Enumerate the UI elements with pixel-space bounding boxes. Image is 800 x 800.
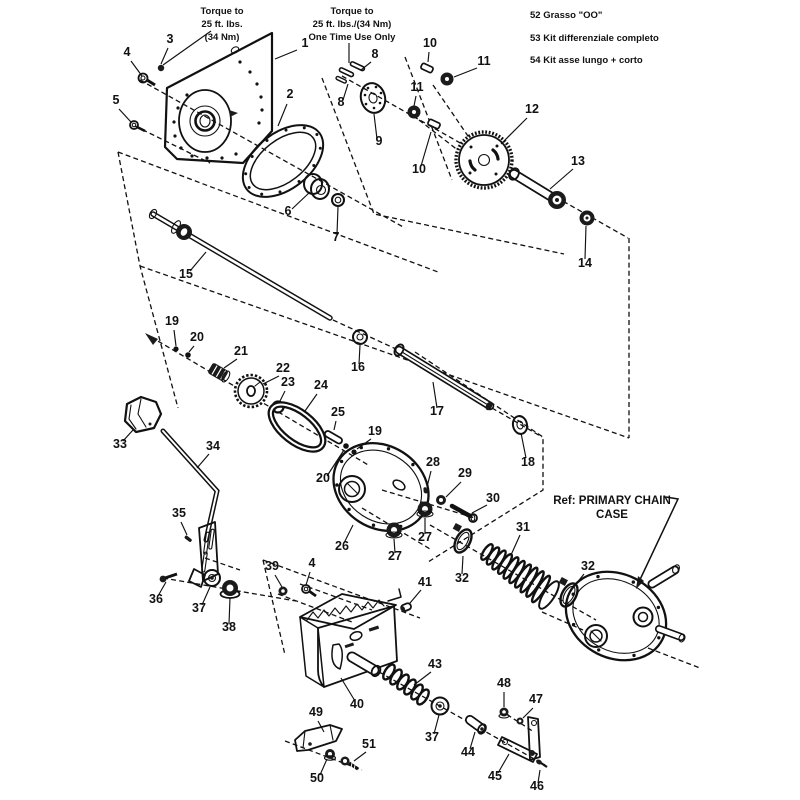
part-10-bushings bbox=[420, 63, 440, 130]
part-24-chain bbox=[263, 396, 330, 458]
callout-12: 12 bbox=[525, 102, 539, 116]
callout-8: 8 bbox=[337, 95, 345, 109]
leader-line-39 bbox=[275, 575, 282, 587]
leader-line-24 bbox=[305, 394, 317, 411]
callout-4: 4 bbox=[308, 556, 316, 570]
leader-line-30 bbox=[472, 505, 487, 513]
callout-30: 30 bbox=[486, 491, 500, 505]
torque-note-right-line2: 25 ft. lbs./(34 Nm) bbox=[312, 19, 392, 30]
leader-line-19 bbox=[174, 330, 176, 346]
callout-50: 50 bbox=[310, 771, 324, 785]
callout-16: 16 bbox=[351, 360, 365, 374]
leader-line-11 bbox=[414, 96, 416, 106]
callout-11: 11 bbox=[477, 54, 491, 68]
part-17-axle-shaft bbox=[393, 343, 494, 412]
callout-5: 5 bbox=[112, 93, 120, 107]
leader-line-14 bbox=[585, 226, 586, 259]
leader-line-25 bbox=[334, 421, 336, 430]
part-39-nut bbox=[279, 587, 288, 596]
part-50-nut bbox=[325, 749, 336, 760]
leader-line-4 bbox=[306, 572, 310, 585]
callout-39: 39 bbox=[265, 559, 279, 573]
part-9-flange bbox=[358, 80, 389, 115]
leader-line-4 bbox=[131, 61, 142, 76]
part-31-bellows-boot bbox=[479, 543, 562, 612]
callout-21: 21 bbox=[234, 344, 248, 358]
leader-line-20 bbox=[189, 346, 194, 352]
part-22-sprocket bbox=[235, 375, 267, 407]
part-4-screw-lower bbox=[302, 585, 316, 596]
leader-line-2 bbox=[278, 104, 287, 126]
part-44-bushing bbox=[470, 720, 488, 735]
part-18-washer bbox=[511, 415, 528, 436]
callout-48: 48 bbox=[497, 676, 511, 690]
leader-line-6 bbox=[292, 192, 310, 209]
callout-27: 27 bbox=[388, 549, 402, 563]
torque-point-arrow bbox=[229, 110, 238, 117]
leader-line-12 bbox=[501, 118, 527, 144]
leader-line-5 bbox=[119, 109, 131, 122]
callout-2: 2 bbox=[286, 87, 294, 101]
torque-note-left-line1: Torque to bbox=[200, 6, 244, 17]
callout-34: 34 bbox=[206, 439, 220, 453]
part-33-shift-knob bbox=[125, 397, 161, 432]
callout-9: 9 bbox=[375, 134, 383, 148]
callout-17: 17 bbox=[430, 404, 444, 418]
callout-1: 1 bbox=[301, 36, 309, 50]
part-51-screw bbox=[341, 757, 359, 771]
callout-33: 33 bbox=[113, 437, 127, 451]
part-30-bolt bbox=[452, 506, 477, 522]
leader-line-35 bbox=[181, 522, 187, 535]
callout-38: 38 bbox=[222, 620, 236, 634]
torque-note-left-line2: 25 ft. lbs. bbox=[201, 19, 243, 30]
callout-23: 23 bbox=[281, 375, 295, 389]
callout-15: 15 bbox=[179, 267, 193, 281]
axis-arrowhead bbox=[145, 333, 158, 345]
callout-13: 13 bbox=[571, 154, 585, 168]
leader-line-21 bbox=[224, 359, 237, 368]
callout-4: 4 bbox=[123, 45, 131, 59]
leader-line-10 bbox=[421, 132, 431, 166]
callout-25: 25 bbox=[331, 405, 345, 419]
part-35-pin bbox=[184, 535, 192, 543]
part-14-washer bbox=[580, 211, 595, 226]
callout-44: 44 bbox=[461, 745, 475, 759]
callout-32: 32 bbox=[581, 559, 595, 573]
callout-19: 19 bbox=[165, 314, 179, 328]
leader-line-29 bbox=[446, 482, 461, 497]
callout-51: 51 bbox=[362, 737, 376, 751]
callout-45: 45 bbox=[488, 769, 502, 783]
axis-center-lines bbox=[135, 76, 700, 770]
legend-item-54: 54 Kit asse lungo + corto bbox=[530, 55, 643, 66]
part-13-axle-shaft bbox=[507, 167, 566, 209]
callout-6: 6 bbox=[284, 204, 292, 218]
part-28-pin bbox=[424, 489, 429, 494]
callout-10: 10 bbox=[423, 36, 437, 50]
callout-46: 46 bbox=[530, 779, 544, 793]
leader-line-13 bbox=[550, 169, 573, 189]
callout-37: 37 bbox=[425, 730, 439, 744]
part-25-pin bbox=[324, 430, 343, 445]
torque-note-left-line3: (34 Nm) bbox=[204, 32, 240, 43]
callout-37: 37 bbox=[192, 601, 206, 615]
callout-47: 47 bbox=[529, 692, 543, 706]
part-3-torque-dot bbox=[158, 65, 164, 71]
part-29-nut bbox=[436, 495, 446, 505]
callout-29: 29 bbox=[458, 466, 472, 480]
callout-35: 35 bbox=[172, 506, 186, 520]
callout-3: 3 bbox=[166, 32, 174, 46]
assembly-plane-lines bbox=[118, 57, 629, 655]
callout-28: 28 bbox=[426, 455, 440, 469]
part-41-pin bbox=[400, 602, 412, 612]
torque-note-right-line1: Torque to bbox=[330, 6, 374, 17]
part-47-nut bbox=[517, 718, 524, 725]
part-37-washer-lower bbox=[432, 698, 449, 715]
leader-line-1 bbox=[275, 50, 297, 59]
part-40-bracket bbox=[300, 589, 401, 687]
leader-line-23 bbox=[280, 391, 285, 401]
callout-26: 26 bbox=[335, 539, 349, 553]
leader-line-11 bbox=[454, 68, 477, 77]
part-38-bushing bbox=[221, 580, 240, 598]
leader-line-51 bbox=[354, 752, 366, 761]
callout-10: 10 bbox=[412, 162, 426, 176]
torque-note-right-line3: One Time Use Only bbox=[308, 32, 396, 43]
leader-line-43 bbox=[414, 672, 431, 685]
callout-41: 41 bbox=[418, 575, 432, 589]
callout-36: 36 bbox=[149, 592, 163, 606]
callout-labels bbox=[113, 32, 595, 793]
callout-31: 31 bbox=[516, 520, 530, 534]
legend-item-52: 52 Grasso "OO" bbox=[530, 10, 603, 21]
callout-27: 27 bbox=[418, 530, 432, 544]
part-36-screw bbox=[160, 574, 177, 582]
ref-primary-chain-case-label-line1: Ref: PRIMARY CHAIN bbox=[553, 495, 671, 507]
callout-22: 22 bbox=[276, 361, 290, 375]
part-7-ring bbox=[332, 194, 344, 206]
legend-item-53: 53 Kit differenziale completo bbox=[530, 33, 659, 44]
ref-primary-chain-case-label-line2: CASE bbox=[596, 509, 628, 521]
callout-32: 32 bbox=[455, 571, 469, 585]
callout-20: 20 bbox=[190, 330, 204, 344]
leader-line-28 bbox=[427, 471, 431, 487]
plate-bolt-holes bbox=[172, 60, 263, 159]
callout-19: 19 bbox=[368, 424, 382, 438]
leader-line-41 bbox=[410, 590, 421, 603]
part-5-screw bbox=[130, 121, 145, 131]
part-43-spring bbox=[381, 663, 431, 707]
callout-18: 18 bbox=[521, 455, 535, 469]
leader-line-31 bbox=[511, 535, 520, 555]
leader-line-34 bbox=[197, 454, 209, 468]
callout-7: 7 bbox=[332, 230, 340, 244]
callout-49: 49 bbox=[309, 705, 323, 719]
callout-43: 43 bbox=[428, 657, 442, 671]
callout-14: 14 bbox=[578, 256, 592, 270]
part-48-nut bbox=[499, 708, 509, 719]
callout-11: 11 bbox=[410, 80, 424, 94]
part-37-washer-left bbox=[204, 570, 220, 586]
callout-20: 20 bbox=[316, 471, 330, 485]
callout-40: 40 bbox=[350, 697, 364, 711]
callout-8: 8 bbox=[371, 47, 379, 61]
ref-primary-chain-case bbox=[551, 555, 686, 677]
callout-24: 24 bbox=[314, 378, 328, 392]
part-15-hex-shaft bbox=[148, 208, 330, 318]
leader-line-22 bbox=[263, 376, 279, 384]
part-12-differential-gear bbox=[456, 132, 512, 188]
leader-line-10 bbox=[428, 52, 429, 62]
